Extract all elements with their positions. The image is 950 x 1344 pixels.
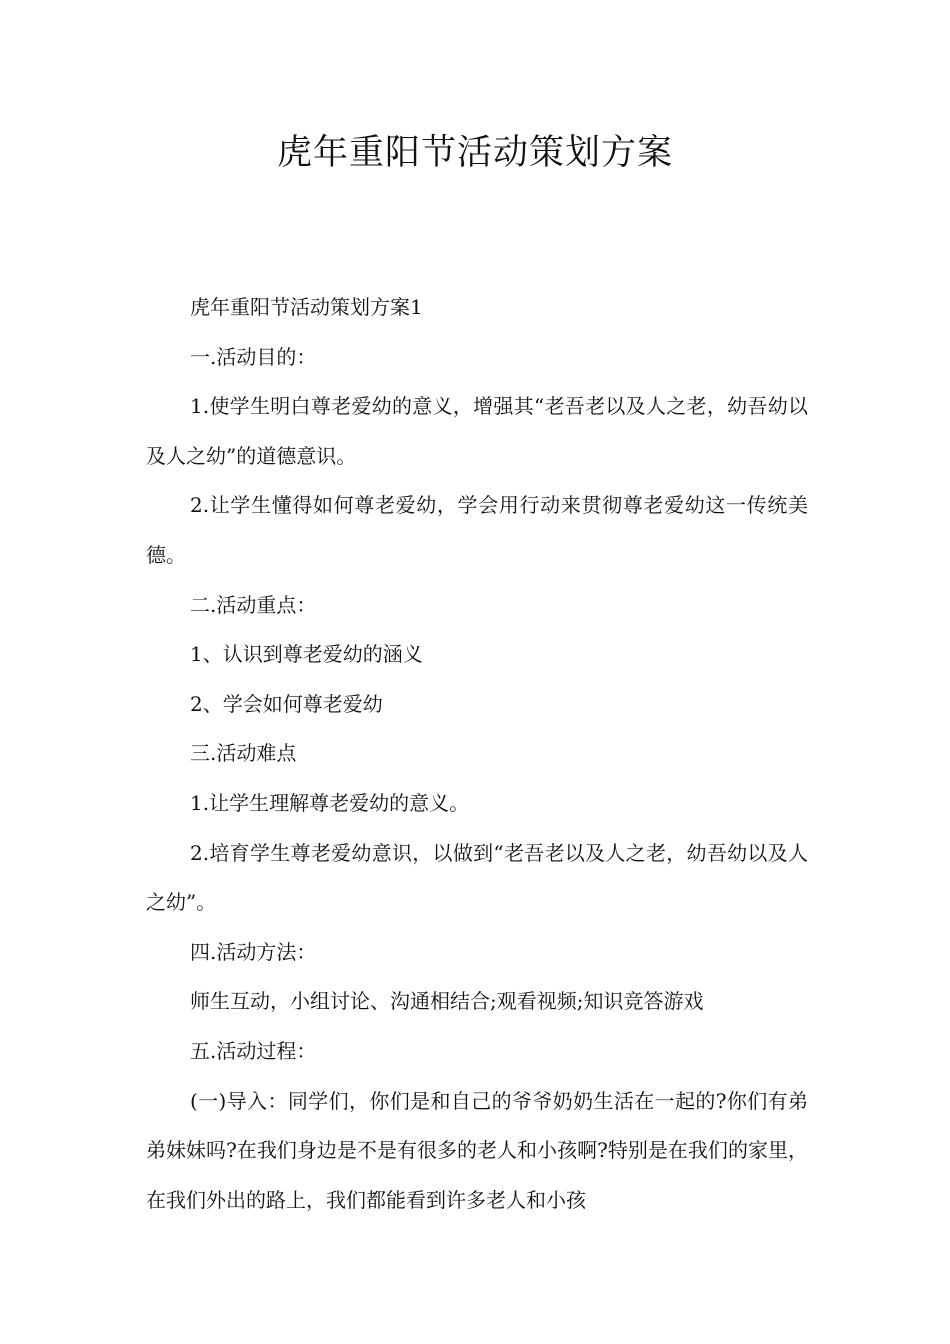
paragraph-focus-2: 2、学会如何尊老爱幼: [190, 691, 383, 716]
paragraph-process-intro: (一)导入：同学们，你们是和自己的爷爷奶奶生活在一起的?你们有弟弟妹妹吗?在我们身边是不是有很多的老人和小孩啊?特别是在我们的家里，在我们外出的路上，我们都能看到许多老人和小孩: [146, 1088, 808, 1212]
heading-activity-difficulty: 三.活动难点: [190, 741, 297, 766]
heading-activity-method: 四.活动方法：: [190, 939, 317, 964]
heading-activity-purpose: 一.活动目的：: [190, 344, 317, 369]
paragraph-purpose-1: 1.使学生明白尊老爱幼的意义，增强其“老吾老以及人之老，幼吾幼以及人之幼”的道德意识。: [146, 394, 808, 468]
heading-activity-process: 五.活动过程：: [190, 1038, 317, 1063]
paragraph-difficulty-2: 2.培育学生尊老爱幼意识，以做到“老吾老以及人之老，幼吾幼以及人之幼”。: [146, 840, 808, 915]
document-title: 虎年重阳节活动策划方案: [276, 133, 673, 173]
paragraph-purpose-2: 2.让学生懂得如何尊老爱幼，学会用行动来贯彻尊老爱幼这一传统美德。: [146, 493, 808, 567]
paragraph-method: 师生互动，小组讨论、沟通相结合;观看视频;知识竞答游戏: [190, 989, 704, 1014]
document-body: [146, 283, 808, 1225]
paragraph-focus-1: 1、认识到尊老爱幼的涵义: [190, 642, 423, 667]
section-heading: 虎年重阳节活动策划方案1: [190, 295, 423, 319]
heading-activity-focus: 二.活动重点：: [190, 592, 317, 617]
paragraph-difficulty-1: 1.让学生理解尊老爱幼的意义。: [190, 790, 470, 815]
